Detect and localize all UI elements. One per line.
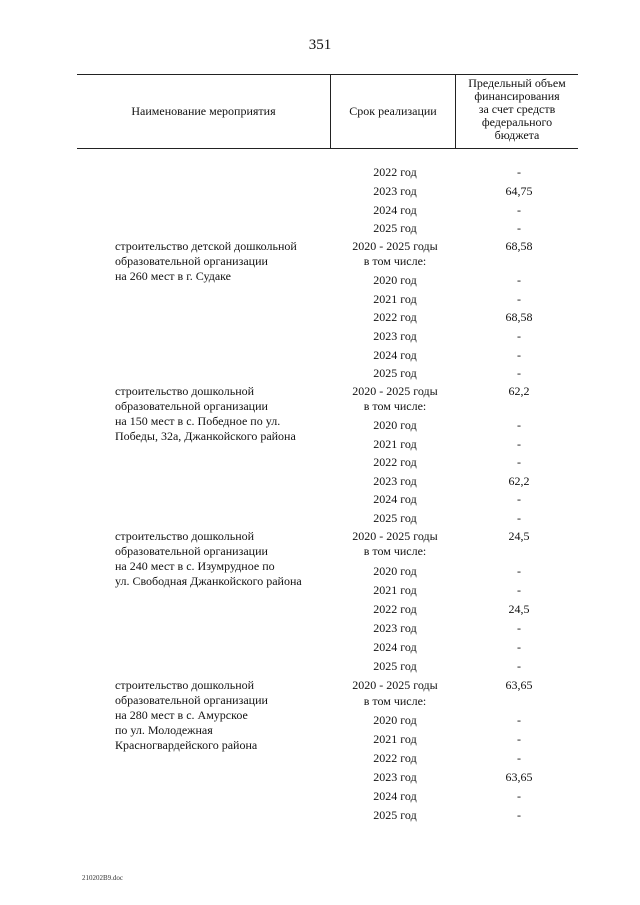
row-amount: - xyxy=(517,366,521,380)
including-label: в том числе: xyxy=(363,544,427,558)
row-amount: - xyxy=(517,203,521,217)
row-amount: - xyxy=(517,492,521,506)
including-label: в том числе: xyxy=(363,694,427,708)
row-amount: - xyxy=(517,418,521,432)
row-period: 2020 год xyxy=(373,713,417,727)
project-name-line: на 280 мест в с. Амурское xyxy=(115,708,248,722)
project-name-line: строительство дошкольной xyxy=(115,529,255,543)
row-amount: - xyxy=(517,292,521,306)
project-name-line: на 240 мест в с. Изумрудное по xyxy=(115,559,275,573)
row-period: 2024 год xyxy=(373,348,417,362)
row-amount: 24,5 xyxy=(508,602,530,616)
row-amount: 63,65 xyxy=(505,770,533,784)
row-period: 2022 год xyxy=(373,455,417,469)
row-period: 2023 год xyxy=(373,474,417,488)
row-amount: - xyxy=(517,751,521,765)
row-period: 2021 год xyxy=(373,292,417,306)
row-period: 2021 год xyxy=(373,583,417,597)
row-amount: - xyxy=(517,732,521,746)
table-header-rule xyxy=(77,148,578,149)
row-amount: - xyxy=(517,455,521,469)
project-name-line: на 150 мест в с. Победное по ул. xyxy=(115,414,281,428)
row-period: 2023 год xyxy=(373,184,417,198)
row-period: 2020 год xyxy=(373,418,417,432)
page-number: 351 xyxy=(308,37,332,53)
total-period: 2020 - 2025 годы xyxy=(352,529,438,543)
total-period: 2020 - 2025 годы xyxy=(352,678,438,692)
row-amount: - xyxy=(517,221,521,235)
project-name-line: ул. Свободная Джанкойского района xyxy=(115,574,302,588)
including-label: в том числе: xyxy=(363,399,427,413)
row-period: 2022 год xyxy=(373,165,417,179)
file-name-footer: 210202B9.doc xyxy=(82,874,124,882)
project-name-line: по ул. Молодежная xyxy=(115,723,213,737)
row-period: 2024 год xyxy=(373,203,417,217)
header-amount xyxy=(456,77,578,142)
row-amount: - xyxy=(517,659,521,673)
row-amount: - xyxy=(517,437,521,451)
row-amount: - xyxy=(517,511,521,525)
header-amount-line: федерального xyxy=(481,115,553,129)
project-name-line: образовательной организации xyxy=(115,544,268,558)
row-period: 2025 год xyxy=(373,221,417,235)
row-amount: - xyxy=(517,348,521,362)
row-period: 2022 год xyxy=(373,751,417,765)
row-amount: - xyxy=(517,329,521,343)
header-period: Срок реализации xyxy=(349,104,437,118)
row-period: 2020 год xyxy=(373,273,417,287)
row-period: 2023 год xyxy=(373,329,417,343)
row-period: 2023 год xyxy=(373,770,417,784)
total-period: 2020 - 2025 годы xyxy=(352,239,438,253)
row-amount: - xyxy=(517,713,521,727)
row-period: 2024 год xyxy=(373,492,417,506)
row-period: 2023 год xyxy=(373,621,417,635)
row-amount: - xyxy=(517,583,521,597)
project-name-line: строительство дошкольной xyxy=(115,384,255,398)
row-amount: - xyxy=(517,273,521,287)
project-name-line: образовательной организации xyxy=(115,399,268,413)
row-amount: - xyxy=(517,640,521,654)
total-amount: 62,2 xyxy=(508,384,530,398)
row-period: 2025 год xyxy=(373,808,417,822)
total-amount: 24,5 xyxy=(508,529,530,543)
header-amount-line: Предельный объем xyxy=(468,76,566,90)
header-amount-line: за счет средств xyxy=(478,102,556,116)
project-name-line: Победы, 32а, Джанкойского района xyxy=(115,429,296,443)
header-amount-line: бюджета xyxy=(494,128,540,142)
row-period: 2022 год xyxy=(373,310,417,324)
row-period: 2024 год xyxy=(373,789,417,803)
row-period: 2025 год xyxy=(373,659,417,673)
including-label: в том числе: xyxy=(363,254,427,268)
project-name-line: Красногвардейского района xyxy=(115,738,258,752)
row-amount: 68,58 xyxy=(505,310,533,324)
project-name xyxy=(115,529,330,589)
row-amount: - xyxy=(517,808,521,822)
project-name-line: на 260 мест в г. Судаке xyxy=(115,269,232,283)
row-amount: 64,75 xyxy=(505,184,533,198)
project-name-line: строительство дошкольной xyxy=(115,678,255,692)
total-period: 2020 - 2025 годы xyxy=(352,384,438,398)
row-period: 2021 год xyxy=(373,732,417,746)
row-amount: 62,2 xyxy=(508,474,530,488)
table-top-rule xyxy=(77,74,578,75)
row-amount: - xyxy=(517,789,521,803)
row-amount: - xyxy=(517,621,521,635)
row-amount: - xyxy=(517,165,521,179)
project-name-line: образовательной организации xyxy=(115,693,268,707)
row-period: 2022 год xyxy=(373,602,417,616)
row-period: 2025 год xyxy=(373,511,417,525)
project-name-line: образовательной организации xyxy=(115,254,268,268)
row-amount: - xyxy=(517,564,521,578)
total-amount: 68,58 xyxy=(505,239,533,253)
project-name xyxy=(115,678,330,753)
total-amount: 63,65 xyxy=(505,678,533,692)
row-period: 2024 год xyxy=(373,640,417,654)
project-name-line: строительство детской дошкольной xyxy=(115,239,297,253)
project-name xyxy=(115,239,330,284)
header-name: Наименование мероприятия xyxy=(131,104,276,118)
row-period: 2021 год xyxy=(373,437,417,451)
project-name xyxy=(115,384,330,444)
row-period: 2020 год xyxy=(373,564,417,578)
header-amount-line: финансирования xyxy=(474,89,560,103)
row-period: 2025 год xyxy=(373,366,417,380)
